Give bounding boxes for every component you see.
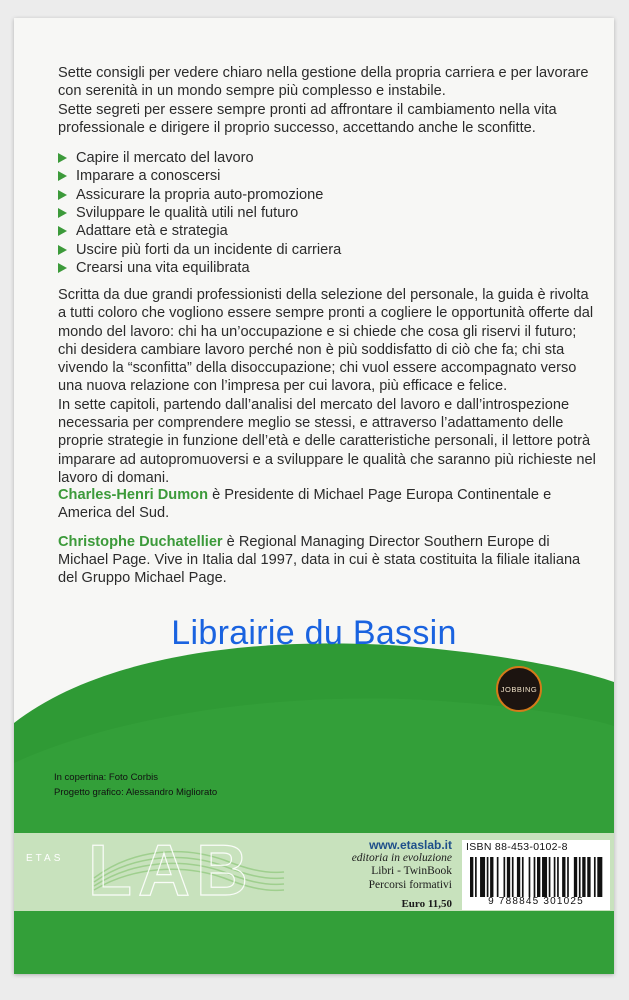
intro-paragraph-2: Sette segreti per essere sempre pronti ad affrontare il cambiamento nella vita professionale e dirigere il proprio successo, accettando anche le sconfitte. xyxy=(58,101,557,136)
graphic-design-credit: Progetto grafico: Alessandro Migliorato xyxy=(54,787,218,798)
list-item: Uscire più forti da un incidente di carriera xyxy=(58,241,598,259)
list-item: Imparare a conoscersi xyxy=(58,167,598,185)
lab-logo-text: LAB xyxy=(88,831,254,911)
publisher-tagline: editoria in evoluzione xyxy=(351,852,452,864)
cover-credits xyxy=(54,770,217,800)
cover-photo-credit: In copertina: Foto Corbis xyxy=(54,772,159,783)
publisher-line-2: Percorsi formativi xyxy=(368,879,452,891)
list-item: Adattare età e strategia xyxy=(58,222,598,240)
author-2-name: Christophe Duchatellier xyxy=(58,533,223,550)
jobbing-badge: JOBBING xyxy=(496,666,542,712)
intro-paragraph-1: Sette consigli per vedere chiaro nella gestione della propria carriera e per lavorare con serenità in un mondo sempre più complesso e instabile. xyxy=(58,65,589,100)
list-item: Crearsi una vita equilibrata xyxy=(58,259,598,277)
publisher-website: www.etaslab.it xyxy=(369,838,452,852)
list-item: Assicurare la propria auto-promozione xyxy=(58,186,598,204)
publisher-line-1: Libri - TwinBook xyxy=(371,865,452,877)
author-2-bio: Christophe Duchatellier è Regional Managing Director Southern Europe di Michael Page. Vive in Italia dal 1997, data in cui è stata costituita la filiale italiana del Gruppo Michael Page. xyxy=(58,533,581,587)
isbn-label: ISBN 88-453-0102-8 xyxy=(466,841,568,853)
watermark-text: Librairie du Bassin xyxy=(171,614,457,652)
description-paragraph-1: Scritta da due grandi professionisti della selezione del personale, la guida è rivolta a tutti coloro che vogliono essere sempre pronti a cogliere le opportunità offerte dal mondo del lavoro: chi ha un’occupazione e si chiede che cosa gli riservi il futuro; chi desidera cambiare lavoro perché non è più soddisfatto di ciò che fa; chi sta vivendo la “sconfitta” della disoccupazione; chi vuol essere accompagnato verso una nuova relazione con l’impresa per cui lavora, più efficace e felice. xyxy=(58,287,594,395)
list-item: Sviluppare le qualità utili nel futuro xyxy=(58,204,598,222)
list-item: Capire il mercato del lavoro xyxy=(58,149,598,167)
publisher-info xyxy=(292,838,452,910)
isbn-barcode-box xyxy=(462,840,610,910)
author-1-bio: Charles-Henri Dumon è Presidente di Michael Page Europa Continentale e America del Sud. xyxy=(58,487,552,522)
author-1-name: Charles-Henri Dumon xyxy=(58,487,209,503)
description-paragraph-2: In sette capitoli, partendo dall’analisi del mercato del lavoro e dall’introspezione necessaria per comprendere meglio se stessi, e attraverso l’adattamento delle proprie strategie in funzione dell’età e delle caratteristiche personali, il lettore potrà imparare ad autopromuoversi e a sviluppare le qualità che saranno più richieste nel lavoro di domani. xyxy=(58,396,596,486)
price-label: Euro 11,50 xyxy=(401,898,452,910)
etas-brand: ETAS xyxy=(26,853,64,864)
book-back-cover xyxy=(14,18,614,974)
barcode-number: 9 788845 301025 xyxy=(488,896,584,907)
barcode-icon xyxy=(470,857,604,897)
